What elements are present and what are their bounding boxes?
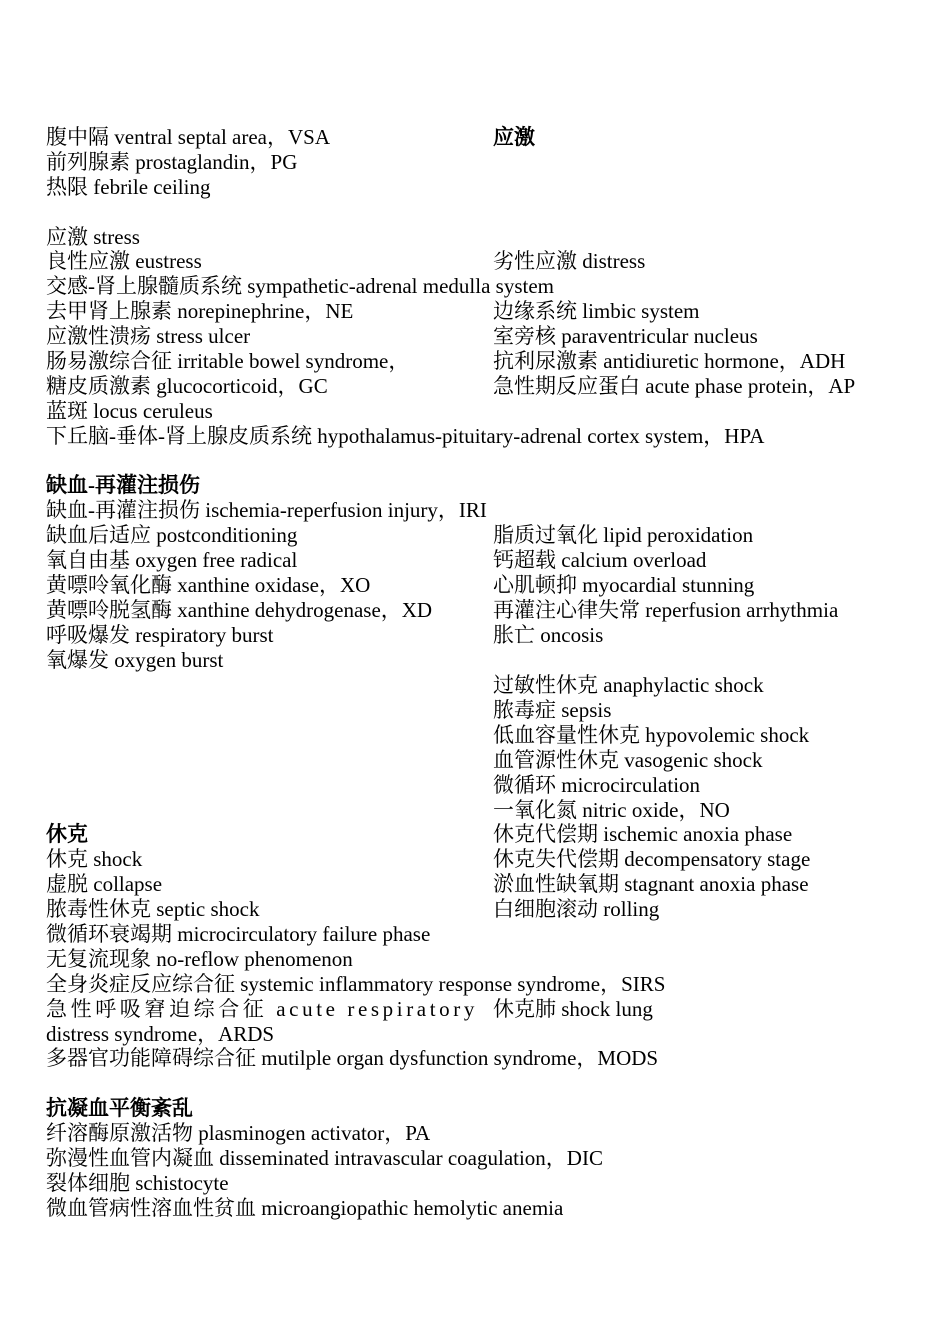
term-prostaglandin: 前列腺素 prostaglandin，PG <box>46 150 298 174</box>
term-ards-line2: distress syndrome，ARDS <box>46 1022 275 1046</box>
term-antidiuretic-hormone: 抗利尿激素 antidiuretic hormone，ADH <box>493 349 846 373</box>
term-lipid-peroxidation: 脂质过氧化 lipid peroxidation <box>493 523 754 547</box>
term-microcirculation: 微循环 microcirculation <box>493 773 701 797</box>
term-microangiopathic-anemia: 微血管病性溶血性贫血 microangiopathic hemolytic anemia <box>46 1196 564 1220</box>
term-distress: 劣性应激 distress <box>493 249 646 273</box>
term-glucocorticoid: 糖皮质激素 glucocorticoid，GC <box>46 374 328 398</box>
term-postconditioning: 缺血后适应 postconditioning <box>46 523 298 547</box>
term-sepsis: 脓毒症 sepsis <box>493 698 612 722</box>
term-ischemic-anoxia-phase: 休克代偿期 ischemic anoxia phase <box>493 822 793 846</box>
section-heading-coagulation: 抗凝血平衡紊乱 <box>46 1096 193 1120</box>
term-microcirculatory-failure: 微循环衰竭期 microcirculatory failure phase <box>46 922 431 946</box>
term-myocardial-stunning: 心肌顿抑 myocardial stunning <box>493 573 755 597</box>
term-iri: 缺血-再灌注损伤 ischemia-reperfusion injury，IRI <box>46 498 487 522</box>
term-xanthine-oxidase: 黄嘌呤氧化酶 xanthine oxidase，XO <box>46 573 371 597</box>
term-no-reflow: 无复流现象 no-reflow phenomenon <box>46 947 353 971</box>
term-febrile-ceiling: 热限 febrile ceiling <box>46 175 211 199</box>
term-reperfusion-arrhythmia: 再灌注心律失常 reperfusion arrhythmia <box>493 598 839 622</box>
term-eustress: 良性应激 eustress <box>46 249 202 273</box>
term-schistocyte: 裂体细胞 schistocyte <box>46 1171 229 1195</box>
term-sirs: 全身炎症反应综合征 systemic inflammatory response syndrome，SIRS <box>46 972 666 996</box>
term-sympathetic-adrenal: 交感-肾上腺髓质系统 sympathetic-adrenal medulla system <box>46 274 554 298</box>
term-ventral-septal-area: 腹中隔 ventral septal area，VSA <box>46 125 331 149</box>
section-heading-shock: 休克 <box>46 822 88 846</box>
term-oncosis: 胀亡 oncosis <box>493 623 604 647</box>
term-paraventricular-nucleus: 室旁核 paraventricular nucleus <box>493 324 758 348</box>
term-anaphylactic-shock: 过敏性休克 anaphylactic shock <box>493 673 764 697</box>
term-stress-ulcer: 应激性溃疡 stress ulcer <box>46 324 251 348</box>
term-acute-phase-protein: 急性期反应蛋白 acute phase protein，AP <box>493 374 856 398</box>
term-rolling: 白细胞滚动 rolling <box>493 897 660 921</box>
term-collapse: 虚脱 collapse <box>46 872 163 896</box>
term-dic: 弥漫性血管内凝血 disseminated intravascular coagulation，DIC <box>46 1146 603 1170</box>
term-respiratory-burst: 呼吸爆发 respiratory burst <box>46 623 274 647</box>
term-mods: 多器官功能障碍综合征 mutilple organ dysfunction syndrome，MODS <box>46 1046 659 1070</box>
term-decompensatory-stage: 休克失代偿期 decompensatory stage <box>493 847 811 871</box>
term-norepinephrine: 去甲肾上腺素 norepinephrine，NE <box>46 299 354 323</box>
term-stress: 应激 stress <box>46 225 140 249</box>
term-plasminogen-activator: 纤溶酶原激活物 plasminogen activator，PA <box>46 1121 431 1145</box>
term-stagnant-anoxia-phase: 淤血性缺氧期 stagnant anoxia phase <box>493 872 809 896</box>
term-xanthine-dehydrogenase: 黄嘌呤脱氢酶 xanthine dehydrogenase，XD <box>46 598 433 622</box>
term-hpa: 下丘脑-垂体-肾上腺皮质系统 hypothalamus-pituitary-adrenal cortex system，HPA <box>46 424 765 448</box>
term-nitric-oxide: 一氧化氮 nitric oxide，NO <box>493 798 730 822</box>
term-septic-shock: 脓毒性休克 septic shock <box>46 897 260 921</box>
term-vasogenic-shock: 血管源性休克 vasogenic shock <box>493 748 763 772</box>
term-calcium-overload: 钙超载 calcium overload <box>493 548 707 572</box>
section-heading-iri: 缺血-再灌注损伤 <box>46 473 200 497</box>
term-hypovolemic-shock: 低血容量性休克 hypovolemic shock <box>493 723 810 747</box>
term-locus-ceruleus: 蓝斑 locus ceruleus <box>46 399 213 423</box>
term-shock-lung: 休克肺 shock lung <box>493 997 653 1021</box>
term-oxygen-burst: 氧爆发 oxygen burst <box>46 648 224 672</box>
term-shock: 休克 shock <box>46 847 143 871</box>
term-irritable-bowel: 肠易激综合征 irritable bowel syndrome， <box>46 349 410 373</box>
term-limbic-system: 边缘系统 limbic system <box>493 299 700 323</box>
term-ards-line1: 急性呼吸窘迫综合征 acute respiratory <box>46 997 478 1021</box>
section-heading-stress: 应激 <box>493 125 535 149</box>
term-oxygen-free-radical: 氧自由基 oxygen free radical <box>46 548 298 572</box>
